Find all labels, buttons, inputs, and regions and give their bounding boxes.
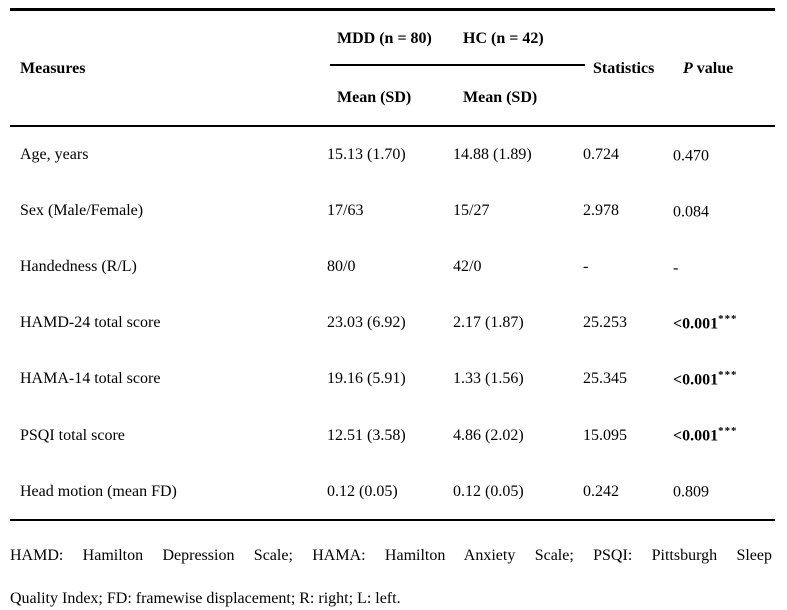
measure-label: Sex (Male/Female): [20, 202, 144, 220]
p-value: [673, 369, 775, 389]
statistic-value: 0.242: [583, 482, 619, 500]
p-value: [673, 145, 775, 165]
group-spanner-rule: [330, 64, 585, 66]
mdd-value: 12.51 (3.58): [327, 426, 406, 444]
statistic-value: 25.253: [583, 314, 627, 332]
p-value: [673, 313, 775, 333]
statistic-value: 15.095: [583, 426, 627, 444]
measure-label: PSQI total score: [20, 426, 125, 444]
hc-value: 4.86 (2.02): [453, 426, 524, 444]
p-italic: P: [683, 60, 693, 77]
hc-group-header: HC (n = 42): [463, 30, 544, 47]
p-value-text: <0.001: [673, 315, 719, 333]
footnote-line-1: HAMD: Hamilton Depression Scale; HAMA: Hamilton Anxiety Scale; PSQI: Pittsburgh Sleep: [10, 547, 772, 564]
table-header: [10, 0, 775, 125]
hc-value: 2.17 (1.87): [453, 314, 524, 332]
measures-column-header: Measures: [20, 60, 86, 77]
footnote-line-2: Quality Index; FD: framewise displacement; R: right; L: left.: [10, 590, 401, 607]
statistics-column-header: Statistics: [593, 60, 655, 77]
measure-label: Head motion (mean FD): [20, 482, 177, 500]
statistic-value: 0.724: [583, 146, 619, 164]
table-row: [10, 464, 775, 520]
p-value-column-header: [683, 60, 733, 78]
measure-label: HAMA-14 total score: [20, 370, 161, 388]
p-value-text: <0.001: [673, 371, 719, 389]
table-bottom-rule: [10, 519, 775, 521]
hc-value: 1.33 (1.56): [453, 370, 524, 388]
hc-value: 15/27: [453, 202, 490, 220]
table-row: [10, 295, 775, 351]
p-value-text: 0.084: [673, 203, 709, 221]
significance-asterisks: ***: [718, 369, 738, 382]
mdd-value: 19.16 (5.91): [327, 370, 406, 388]
p-value-text: -: [673, 259, 679, 277]
table-row: [10, 183, 775, 239]
table-body: [10, 127, 775, 520]
p-value-rest: value: [696, 60, 734, 77]
p-value-text: 0.470: [673, 147, 709, 165]
mdd-group-header: MDD (n = 80): [337, 30, 432, 47]
mdd-value: 80/0: [327, 258, 356, 276]
mdd-value: 17/63: [327, 202, 364, 220]
p-value: [673, 481, 775, 501]
statistic-value: 25.345: [583, 370, 627, 388]
table-row: [10, 239, 775, 295]
p-value: [673, 425, 775, 445]
mdd-value: 0.12 (0.05): [327, 482, 398, 500]
significance-asterisks: ***: [718, 425, 738, 438]
measure-label: Handedness (R/L): [20, 258, 137, 276]
p-value-text: <0.001: [673, 427, 719, 445]
statistic-value: 2.978: [583, 202, 619, 220]
table-footnote: [10, 534, 772, 610]
significance-asterisks: ***: [718, 313, 738, 326]
hc-value: 42/0: [453, 258, 482, 276]
p-value: [673, 257, 775, 277]
table-row: [10, 407, 775, 463]
measure-label: HAMD-24 total score: [20, 314, 161, 332]
table-row: [10, 127, 775, 183]
hc-value: 0.12 (0.05): [453, 482, 524, 500]
p-value-text: 0.809: [673, 483, 709, 501]
mdd-value: 23.03 (6.92): [327, 314, 406, 332]
table-row: [10, 351, 775, 407]
mdd-mean-sd-subheader: Mean (SD): [337, 89, 412, 106]
statistic-value: -: [583, 258, 589, 276]
measure-label: Age, years: [20, 146, 89, 164]
hc-value: 14.88 (1.89): [453, 146, 532, 164]
p-value: [673, 201, 775, 221]
mdd-value: 15.13 (1.70): [327, 146, 406, 164]
hc-mean-sd-subheader: Mean (SD): [463, 89, 538, 106]
